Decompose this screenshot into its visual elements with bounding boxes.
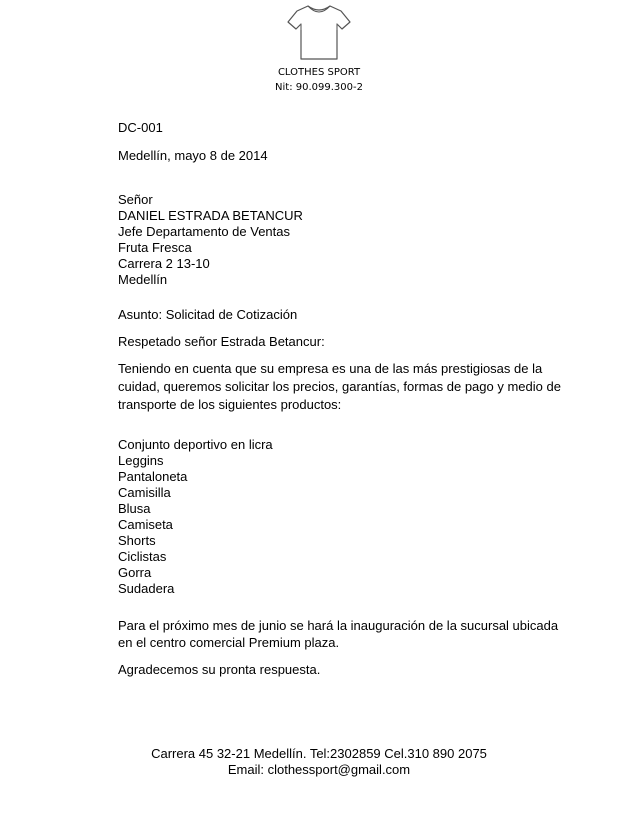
paragraph-line: Para el próximo mes de junio se hará la inauguración de la sucursal ubicada — [118, 618, 559, 633]
thanks-line: Agradecemos su pronta respuesta. — [118, 662, 321, 677]
list-item: Camisilla — [118, 485, 171, 500]
paragraph-line: Teniendo en cuenta que su empresa es una de las más prestigiosas de la — [118, 361, 543, 376]
recipient-line: Carrera 2 13-10 — [118, 256, 210, 271]
list-item: Gorra — [118, 565, 152, 580]
recipient-line: Medellín — [118, 272, 168, 287]
paragraph-line: cuidad, queremos solicitar los precios, garantías, formas de pago y medio de — [118, 379, 561, 394]
recipient-line: Señor — [118, 192, 153, 207]
recipient-line: Jefe Departamento de Ventas — [118, 224, 291, 239]
paragraph-line: en el centro comercial Premium plaza. — [118, 635, 340, 650]
place-date: Medellín, mayo 8 de 2014 — [118, 148, 268, 163]
paragraph-line: transporte de los siguientes productos: — [118, 397, 342, 412]
reference-code: DC-001 — [118, 120, 163, 135]
subject-line: Asunto: Solicitad de Cotización — [118, 307, 298, 322]
footer-email: Email: clothessport@gmail.com — [227, 762, 411, 777]
list-item: Sudadera — [118, 581, 175, 596]
recipient-line: Fruta Fresca — [118, 240, 192, 255]
list-item: Conjunto deportivo en licra — [118, 437, 273, 452]
list-item: Camiseta — [118, 517, 173, 532]
list-item: Shorts — [118, 533, 156, 548]
recipient-line: DANIEL ESTRADA BETANCUR — [118, 208, 303, 223]
salutation: Respetado señor Estrada Betancur: — [118, 334, 325, 349]
list-item: Pantaloneta — [118, 469, 188, 484]
footer-address: Carrera 45 32-21 Medellín. Tel:2302859 Cel.310 890 2075 — [151, 746, 487, 761]
company-nit: Nit: 90.099.300-2 — [275, 82, 363, 93]
tshirt-icon — [284, 2, 354, 62]
list-item: Blusa — [118, 501, 151, 516]
company-name: CLOTHES SPORT — [277, 67, 361, 78]
list-item: Ciclistas — [118, 549, 167, 564]
list-item: Leggins — [118, 453, 164, 468]
